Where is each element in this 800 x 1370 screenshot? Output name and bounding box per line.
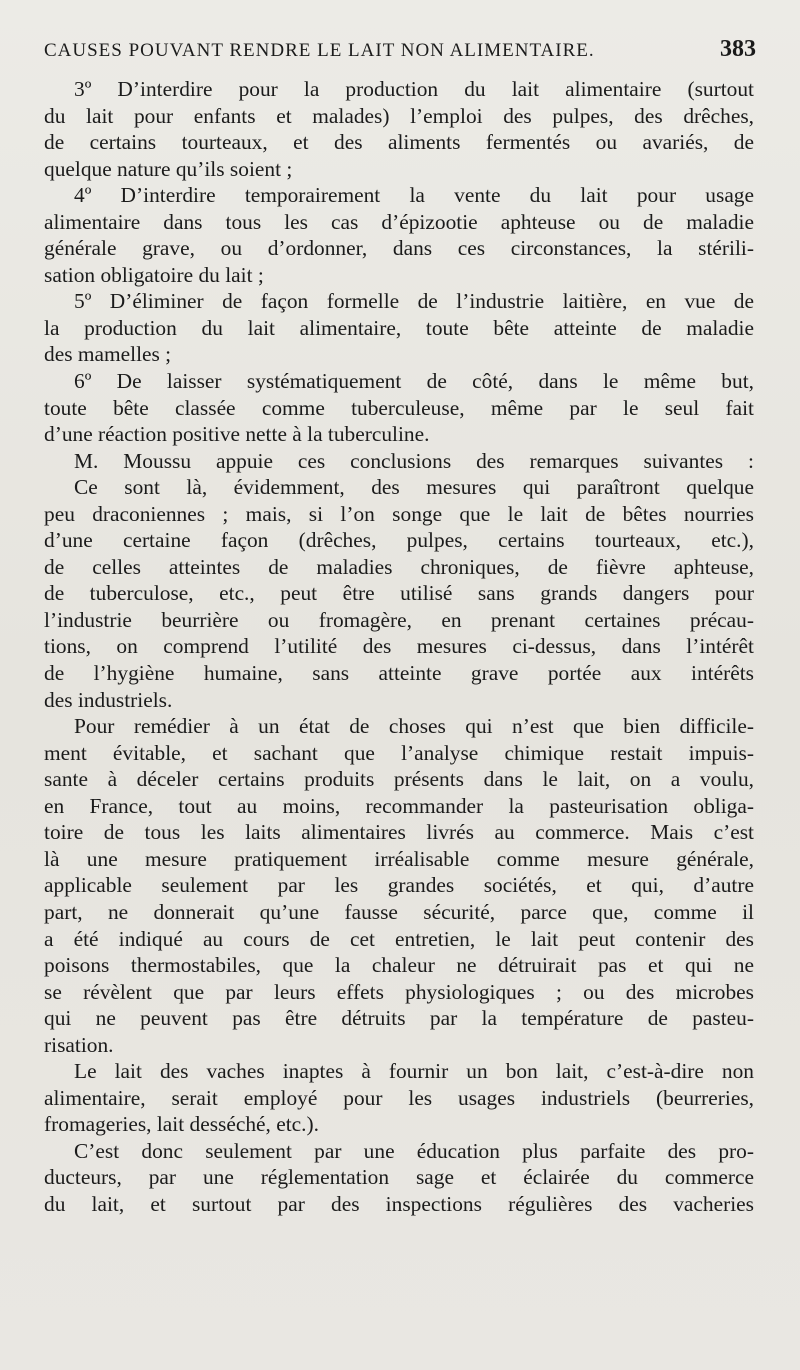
text-line: risation. [44, 1032, 114, 1057]
text-line: alimentaire dans tous les cas d’épizootie aphteuse ou de maladie [44, 209, 754, 234]
text-line: du lait, et surtout par des inspections régulières des vacheries [44, 1191, 754, 1216]
text-line: d’une réaction positive nette à la tuberculine. [44, 422, 430, 447]
text-line: toute bête classée comme tuberculeuse, même par le seul fait [44, 395, 754, 420]
text-line: tions, on comprend l’utilité des mesures ci-dessus, dans l’intérêt [44, 634, 754, 659]
text-line: des mamelles ; [44, 342, 172, 367]
text-line: en France, tout au moins, recommander la pasteurisation obliga- [44, 793, 754, 818]
text-line: 4º D’interdire temporairement la vente du lait pour usage [74, 183, 754, 208]
running-head [44, 36, 756, 76]
text-line: de celles atteintes de maladies chroniques, de fièvre aphteuse, [44, 554, 754, 579]
page-number: 383 [720, 36, 756, 62]
text-line: générale grave, ou d’ordonner, dans ces circonstances, la stérili- [44, 236, 754, 261]
text-line: quelque nature qu’ils soient ; [44, 156, 293, 181]
text-line: là une mesure pratiquement irréalisable comme mesure générale, [44, 846, 754, 871]
text-line: qui ne peuvent pas être détruits par la température de pasteu- [44, 1006, 754, 1031]
text-line: Pour remédier à un état de choses qui n’est que bien difficile- [74, 714, 754, 739]
text-line: ment évitable, et sachant que l’analyse chimique restait impuis- [44, 740, 754, 765]
text-line: poisons thermostabiles, que la chaleur ne détruirait pas et qui ne [44, 953, 754, 978]
text-line: fromageries, lait desséché, etc.). [44, 1112, 319, 1137]
text-line: 6º De laisser systématiquement de côté, dans le même but, [74, 369, 754, 394]
text-line: des industriels. [44, 687, 173, 712]
text-line: de l’hygiène humaine, sans atteinte grave portée aux intérêts [44, 661, 754, 686]
text-line: de tuberculose, etc., peut être utilisé sans grands dangers pour [44, 581, 754, 606]
text-line: du lait pour enfants et malades) l’emploi des pulpes, des drêches, [44, 103, 754, 128]
text-line: se révèlent que par leurs effets physiologiques ; ou des microbes [44, 979, 754, 1004]
body-text [44, 76, 754, 1218]
text-line: sante à déceler certains produits présents dans le lait, on a voulu, [44, 767, 754, 792]
text-line: 5º D’éliminer de façon formelle de l’industrie laitière, en vue de [74, 289, 754, 314]
text-line: d’une certaine façon (drêches, pulpes, certains tourteaux, etc.), [44, 528, 754, 553]
text-line: 3º D’interdire pour la production du lait alimentaire (surtout [74, 77, 754, 101]
text-line: sation obligatoire du lait ; [44, 262, 264, 287]
text-line: Ce sont là, évidemment, des mesures qui paraîtront quelque [74, 475, 754, 500]
text-line: ducteurs, par une réglementation sage et éclairée du commerce [44, 1165, 754, 1190]
text-line: Le lait des vaches inaptes à fournir un bon lait, c’est-à-dire non [74, 1059, 754, 1084]
text-line: a été indiqué au cours de cet entretien, le lait peut contenir des [44, 926, 754, 951]
text-line: alimentaire, serait employé pour les usages industriels (beurreries, [44, 1085, 754, 1110]
text-line: de certains tourteaux, et des aliments fermentés ou avariés, de [44, 130, 754, 155]
text-line: M. Moussu appuie ces conclusions des remarques suivantes : [74, 448, 754, 473]
text-line: part, ne donnerait qu’une fausse sécurité, parce que, comme il [44, 899, 754, 924]
text-line: la production du lait alimentaire, toute bête atteinte de maladie [44, 315, 754, 340]
running-title: CAUSES POUVANT RENDRE LE LAIT NON ALIMENTAIRE. [44, 40, 595, 61]
text-line: applicable seulement par les grandes sociétés, et qui, d’autre [44, 873, 754, 898]
text-line: peu draconiennes ; mais, si l’on songe que le lait de bêtes nourries [44, 501, 754, 526]
text-line: toire de tous les laits alimentaires livrés au commerce. Mais c’est [44, 820, 754, 845]
text-line: C’est donc seulement par une éducation plus parfaite des pro- [74, 1138, 754, 1163]
text-line: l’industrie beurrière ou fromagère, en prenant certaines précau- [44, 607, 754, 632]
